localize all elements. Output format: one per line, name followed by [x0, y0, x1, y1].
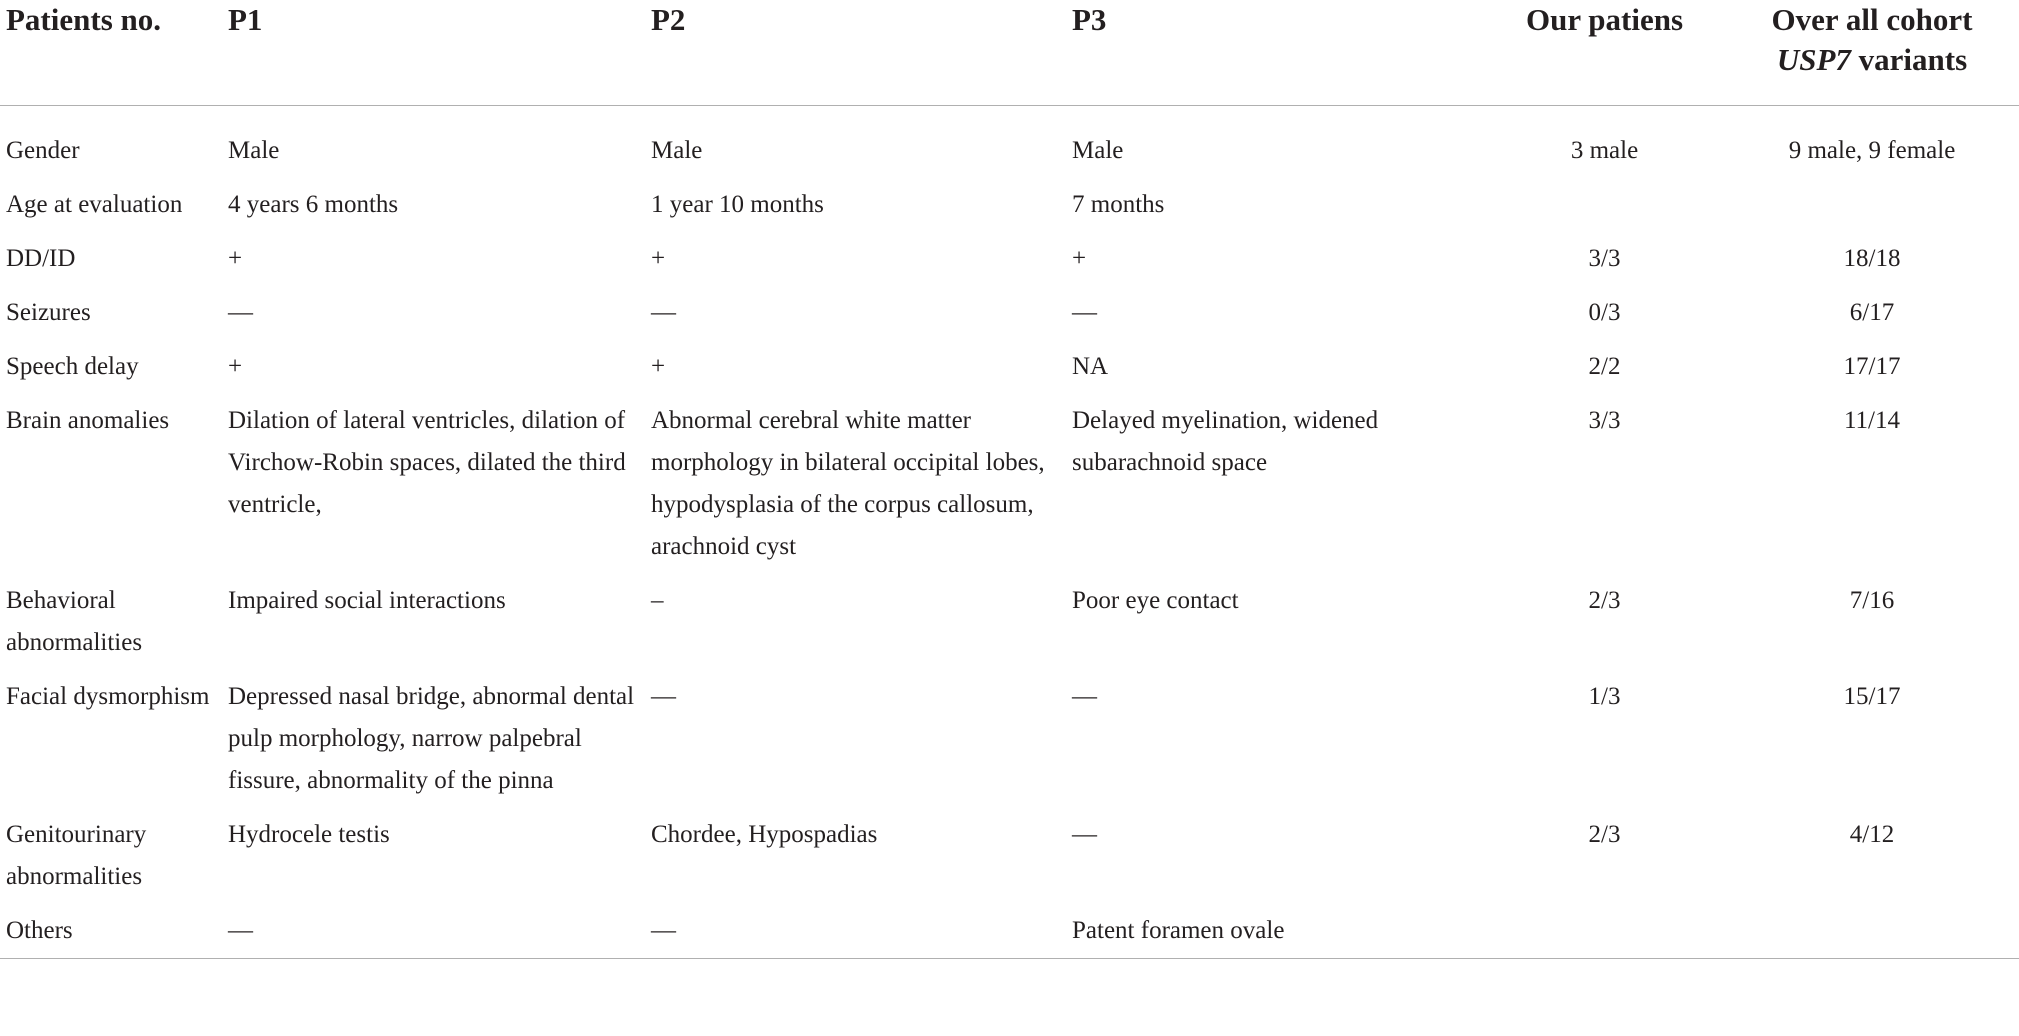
cell-overall-cohort: 18/18: [1843, 244, 1901, 272]
cell-overall-cohort: 17/17: [1843, 352, 1901, 380]
row-label: Brain anomalies: [6, 406, 170, 434]
table-row: [0, 904, 2019, 959]
header-p2: P2: [645, 0, 1066, 105]
cell-p1: +: [228, 352, 243, 380]
header-overall-gene: USP7: [1776, 42, 1851, 77]
cell-our-patients: 2/2: [1588, 352, 1621, 380]
table-header: [0, 0, 2019, 105]
cell-p2: Male: [651, 136, 703, 164]
cell-overall-cohort: 15/17: [1843, 682, 1901, 710]
cell-p3: —: [1072, 298, 1097, 326]
row-label: Others: [0, 904, 222, 959]
cell-overall-cohort: 7/16: [1849, 586, 1895, 614]
table-row: [0, 574, 2019, 670]
cell-our-patients: 3 male: [1570, 136, 1639, 164]
cell-p2: Chordee, Hypospadias: [651, 820, 878, 848]
cell-overall-cohort: 9 male, 9 female: [1788, 136, 1956, 164]
header-p1: P1: [222, 0, 645, 105]
cell-p2: 1 year 10 months: [651, 190, 824, 218]
cell-p1: +: [228, 244, 243, 272]
cell-p1: Dilation of lateral ventricles, dilation of Virchow-Robin spaces, dilated the third ventricle,: [228, 406, 626, 518]
row-label: Gender: [6, 136, 80, 164]
table-row: [0, 394, 2019, 574]
cell-p3: Poor eye contact: [1072, 586, 1239, 614]
cell-p1: 4 years 6 months: [228, 190, 399, 218]
header-overall-cohort: [1725, 0, 2019, 105]
header-overall-prefix: Over all cohort: [1771, 2, 1973, 37]
cell-p3: 7 months: [1072, 190, 1165, 218]
row-label: Seizures: [6, 298, 91, 326]
table-row: [0, 808, 2019, 904]
cell-our-patients: 1/3: [1588, 682, 1621, 710]
cell-our-patients: 2/3: [1588, 820, 1621, 848]
cell-overall-cohort: [1725, 904, 2019, 959]
row-label: DD/ID: [6, 244, 76, 272]
cell-p1: Depressed nasal bridge, abnormal dental pulp morphology, narrow palpebral fissure, abnormality of the pinna: [228, 682, 635, 794]
cell-p2: –: [651, 586, 664, 614]
header-row: [0, 0, 2019, 105]
cell-overall-cohort: [1725, 178, 2019, 232]
cell-p3: —: [1072, 820, 1097, 848]
cell-p1: —: [228, 298, 253, 326]
table-row: [0, 286, 2019, 340]
table-row: [0, 178, 2019, 232]
table-row: [0, 340, 2019, 394]
cell-p1: Impaired social interactions: [228, 586, 506, 614]
cell-overall-cohort: 11/14: [1843, 406, 1901, 434]
cell-p2: +: [651, 352, 666, 380]
cell-p1: —: [222, 904, 645, 959]
cell-overall-cohort: 6/17: [1849, 298, 1895, 326]
row-label: Behavioral abnormalities: [6, 586, 143, 656]
table-row: [0, 105, 2019, 178]
cell-our-patients: 3/3: [1588, 244, 1621, 272]
cell-our-patients: 3/3: [1588, 406, 1621, 434]
cell-p1: Male: [228, 136, 280, 164]
header-our-patients: Our patiens: [1484, 0, 1725, 105]
cell-p2: —: [651, 682, 676, 710]
cell-p3: —: [1072, 682, 1097, 710]
row-label: Facial dysmorphism: [6, 682, 210, 710]
cell-overall-cohort: 4/12: [1849, 820, 1895, 848]
cell-our-patients: [1484, 178, 1725, 232]
cell-p3: +: [1072, 244, 1087, 272]
cell-our-patients: 0/3: [1588, 298, 1621, 326]
cell-p2: Abnormal cerebral white matter morphology in bilateral occipital lobes, hypodysplasia of the corpus callosum, arachnoid cyst: [651, 406, 1045, 560]
row-label: Speech delay: [6, 352, 139, 380]
table-row: [0, 670, 2019, 808]
cell-p1: Hydrocele testis: [228, 820, 390, 848]
header-patients-no: Patients no.: [0, 0, 222, 105]
cell-our-patients: 2/3: [1588, 586, 1621, 614]
header-overall-suffix: variants: [1850, 42, 1968, 77]
cell-p2: —: [645, 904, 1066, 959]
cell-p2: +: [651, 244, 666, 272]
cell-our-patients: [1484, 904, 1725, 959]
table-body: [0, 105, 2019, 958]
row-label: Genitourinary abnormalities: [6, 820, 147, 890]
cell-p2: —: [651, 298, 676, 326]
header-p3: P3: [1066, 0, 1484, 105]
row-label: Age at evaluation: [6, 190, 183, 218]
cell-p3: Patent foramen ovale: [1066, 904, 1484, 959]
cell-p3: Male: [1072, 136, 1124, 164]
table-row: [0, 232, 2019, 286]
cell-p3: NA: [1072, 352, 1109, 380]
cell-p3: Delayed myelination, widened subarachnoid space: [1072, 406, 1379, 476]
